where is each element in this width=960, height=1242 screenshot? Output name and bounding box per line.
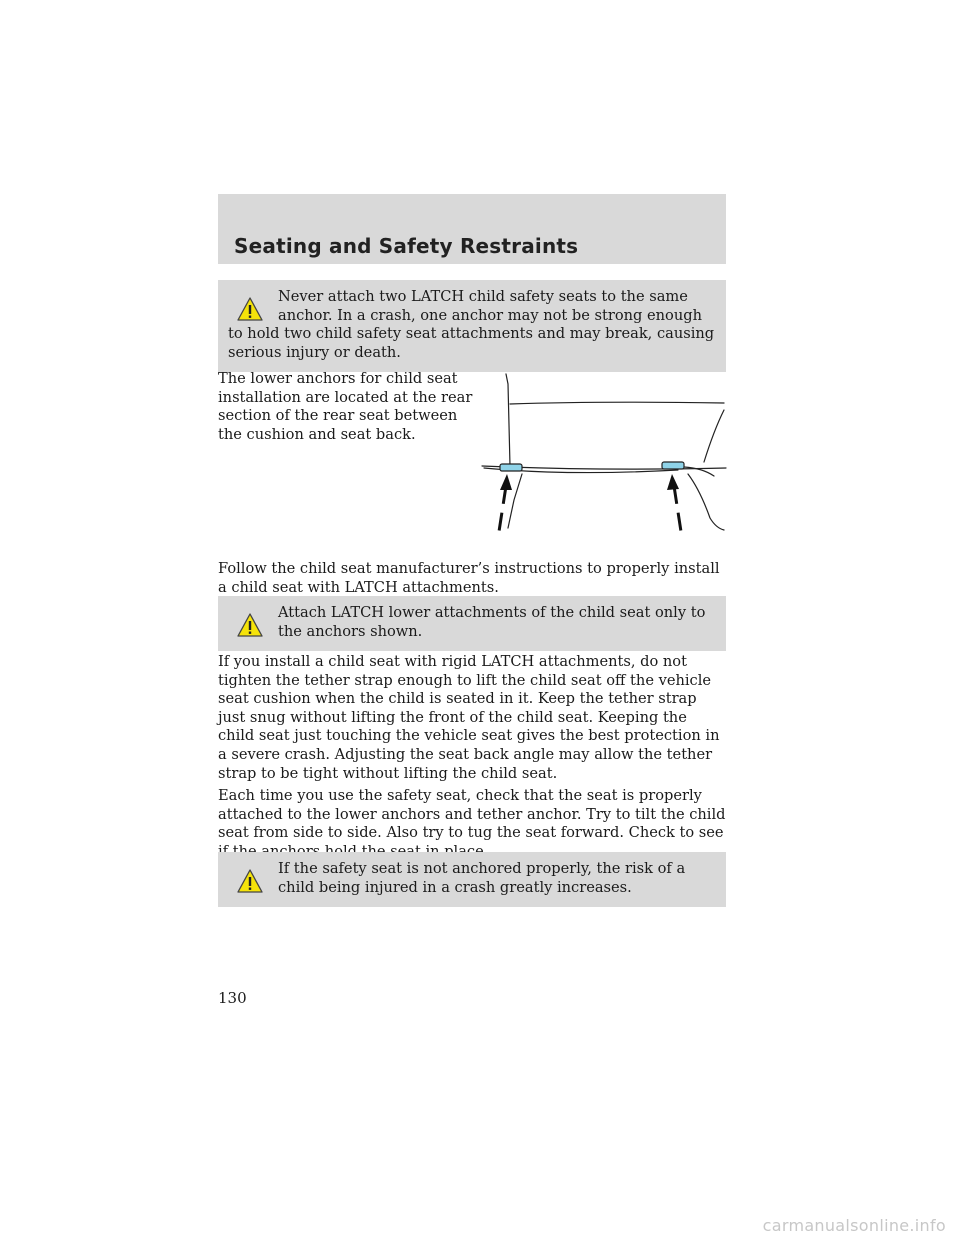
warning-icon [236, 868, 264, 894]
right-arrow-shaft [674, 486, 682, 538]
paragraph-follow-instructions: Follow the child seat manufacturer’s instructions to properly install a child seat with LATCH attachments. [218, 560, 720, 596]
warning-box [218, 596, 726, 651]
watermark: carmanualsonline.info [762, 1216, 946, 1235]
warning-icon [236, 296, 264, 322]
left-arrow-shaft [498, 486, 506, 538]
right-arrow-head [667, 474, 679, 490]
warning-text: If the safety seat is not anchored properly, the risk of a child being injured in a crash greatly increases. [278, 860, 686, 896]
cushion-left-edge [508, 474, 522, 528]
section-title: Seating and Safety Restraints [234, 234, 579, 258]
seat-back-top [510, 402, 724, 404]
paragraph-lower-anchors: The lower anchors for child seat installation are located at the rear section of the rear seat between the cushion and seat back. [218, 370, 473, 443]
paragraph-check-seat: Each time you use the safety seat, check that the seat is properly attached to the lower anchors and tether anchor. Try to tilt the child seat from side to side. Also try to tug the seat forward. Check to see [218, 787, 726, 842]
warning-box [218, 852, 726, 907]
right-anchor-marker [662, 462, 684, 469]
cushion-right-edge [688, 474, 724, 530]
seat-back-right-edge [704, 410, 724, 462]
latch-anchors-diagram [478, 370, 728, 542]
page-number: 130 [218, 989, 247, 1007]
warning-text: Never attach two LATCH child safety seats to the same anchor. In a crash, one anchor may not be strong enough to hold two child safety seat attachments and may break, causing serious injury or death. [228, 288, 715, 361]
warning-icon [236, 612, 264, 638]
left-anchor-marker [500, 464, 522, 471]
section-header [218, 194, 726, 264]
seat-left-edge [506, 374, 510, 466]
warning-text: Attach LATCH lower attachments of the child seat only to the anchors shown. [278, 604, 706, 640]
paragraph-rigid-latch: If you install a child seat with rigid LATCH attachments, do not tighten the tether strap enough to lift the child seat off the vehicle seat cushion when the child is seated in it. Keep the tether strap just snug without lifting the front of the child seat. Keeping the child seat just touching the vehicle seat gives the best protection in a severe crash. Adjusting the seat back angle may allow the tether strap to be tight without lifting the child seat. [218, 653, 720, 782]
warning-box [218, 280, 726, 372]
left-arrow-head [500, 474, 512, 490]
